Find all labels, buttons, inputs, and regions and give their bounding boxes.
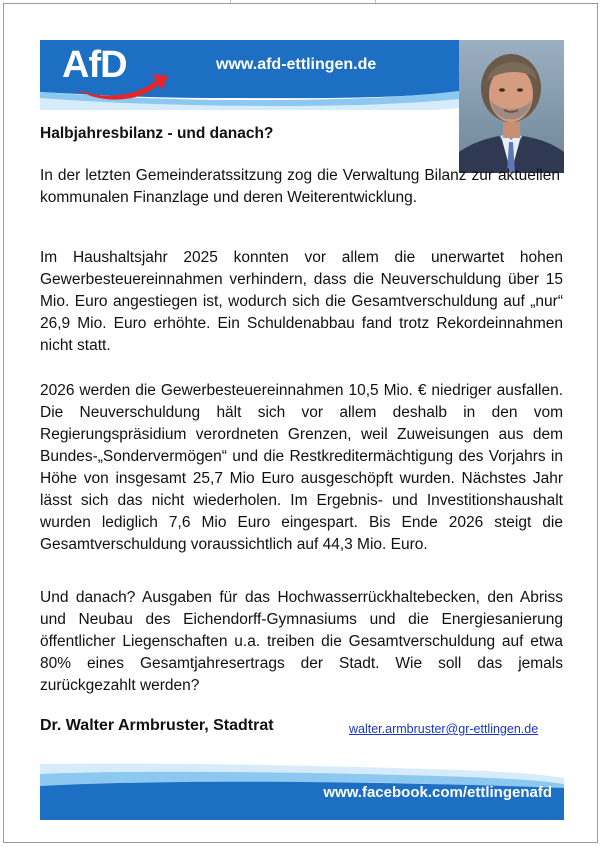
paragraph-2026: 2026 werden die Gewerbesteuereinnahmen 10,5 Mio. € niedriger ausfallen. Die Neuverschuldung hält sich vor allem deshalb in den vom Regierungspräsidium verordneten Grenzen, weil Zuweisungen aus dem Bundes-„Sondervermögen“ und die Restkreditermächtigung des Vorjahrs in Höhe von insgesamt 25,7 Mio Euro ausgeschöpft wurden. Nächstes Jahr lässt sich das nicht wiederholen. Im Ergebnis- und Investitionshaushalt wurden lediglich 7,6 Mio Euro eingespart. Bis Ende 2026 steigt die Gesamtverschuldung voraussichtlich auf 44,3 Mio. Euro.: [40, 382, 563, 553]
author-signature: Dr. Walter Armbruster, Stadtrat: [40, 717, 274, 734]
footer-banner: [40, 760, 564, 820]
article-title: Halbjahresbilanz - und danach?: [40, 125, 274, 142]
afd-logo: AfD: [62, 44, 127, 86]
paragraph-2025: Im Haushaltsjahr 2025 konnten vor allem die unerwartet hohen Gewerbesteuereinnahmen verhindern, dass die Neuverschuldung über 15 Mio. Euro angestiegen ist, wodurch sich die Gesamtverschuldung auf „nur“ 26,9 Mio. Euro erhöhte. Ein Schuldenabbau fand trotz Rekordeinnahmen nicht statt.: [40, 249, 563, 354]
author-portrait: [459, 40, 564, 173]
facebook-url: www.facebook.com/ettlingenafd: [323, 784, 552, 801]
author-email-link[interactable]: walter.armbruster@gr-ettlingen.de: [349, 722, 539, 736]
paragraph-intro: In der letzten Gemeinderatssitzung zog die Verwaltung Bilanz zur aktuellen kommunalen Finanzlage und deren Weiterentwicklung.: [40, 167, 560, 206]
website-url: www.afd-ettlingen.de: [216, 56, 377, 73]
paragraph-outlook: Und danach? Ausgaben für das Hochwasserrückhaltebecken, den Abriss und Neubau des Eichendorff-Gymnasiums und die Energiesanierung öffentlicher Liegenschaften u.a. treiben die Gesamtverschuldung auf etwa 80% eines Gesamtjahresertrags der Stadt. Wie soll das jemals zurückgezahlt werden?: [40, 589, 563, 694]
